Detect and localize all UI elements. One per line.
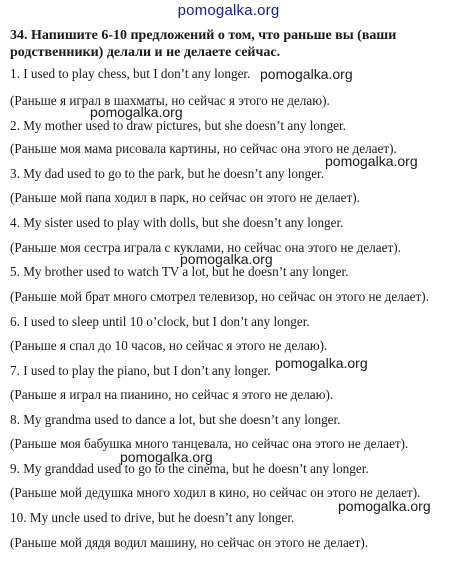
sentence-4-en: 4. My sister used to play with dolls, but she doesn’t any longer. (10, 215, 344, 230)
sentence-9-ru: (Раньше мой дедушка много ходил в кино, но сейчас он этого не делает). (10, 485, 421, 500)
watermark: pomogalka.org (180, 251, 273, 267)
watermark: pomogalka.org (90, 104, 183, 120)
sentence-8-en: 8. My grandma used to dance a lot, but she doesn’t any longer. (10, 412, 341, 427)
sentence-5-ru: (Раньше мой брат много смотрел телевизор, но сейчас он этого не делает). (10, 289, 429, 304)
task-title: 34. Напишите 6-10 предложений о том, что раньше вы (ваши родственники) делали и не делаете сейчас. (10, 28, 397, 60)
sentence-9-en: 9. My granddad used to go to the cinema, but he doesn’t any longer. (10, 461, 369, 476)
watermark: pomogalka.org (275, 355, 368, 371)
sentence-3-ru: (Раньше мой папа ходил в парк, но сейчас он этого не делает). (10, 190, 360, 205)
sentence-8-ru: (Раньше моя бабушка много танцевала, но сейчас она этого не делает). (10, 436, 409, 451)
watermark: pomogalka.org (325, 153, 418, 169)
sentence-4-ru: (Раньше моя сестра играла с куклами, но сейчас она этого не делает). (10, 240, 401, 255)
watermark: pomogalka.org (120, 449, 213, 465)
sentence-10-ru: (Раньше мой дядя водил машину, но сейчас он этого не делает). (10, 535, 369, 550)
sentence-5-en: 5. My brother used to watch TV a lot, but he doesn’t any longer. (10, 264, 349, 279)
sentence-3-en: 3. My dad used to go to the park, but he doesn’t any longer. (10, 166, 325, 181)
watermark: pomogalka.org (260, 66, 353, 82)
watermark: pomogalka.org (338, 498, 431, 514)
sentence-7-ru: (Раньше я играл на пианино, но сейчас я этого не делаю). (10, 387, 334, 402)
header-watermark: pomogalka.org (177, 2, 280, 19)
sentence-6-ru: (Раньше я спал до 10 часов, но сейчас я этого не делаю). (10, 338, 328, 353)
sentence-1-ru: (Раньше я играл в шахматы, но сейчас я этого не делаю). (10, 93, 330, 108)
sentence-1-en: 1. I used to play chess, but I don’t any longer. (10, 66, 251, 81)
sentence-2-ru: (Раньше моя мама рисовала картины, но сейчас она этого не делает). (10, 141, 397, 156)
sentence-2-en: 2. My mother used to draw pictures, but she doesn’t any longer. (10, 118, 346, 133)
sentence-10-en: 10. My uncle used to drive, but he doesn’t any longer. (10, 510, 295, 525)
sentence-6-en: 6. I used to sleep until 10 o’clock, but I don’t any longer. (10, 314, 310, 329)
sentence-7-en: 7. I used to play the piano, but I don’t any longer. (10, 363, 271, 378)
